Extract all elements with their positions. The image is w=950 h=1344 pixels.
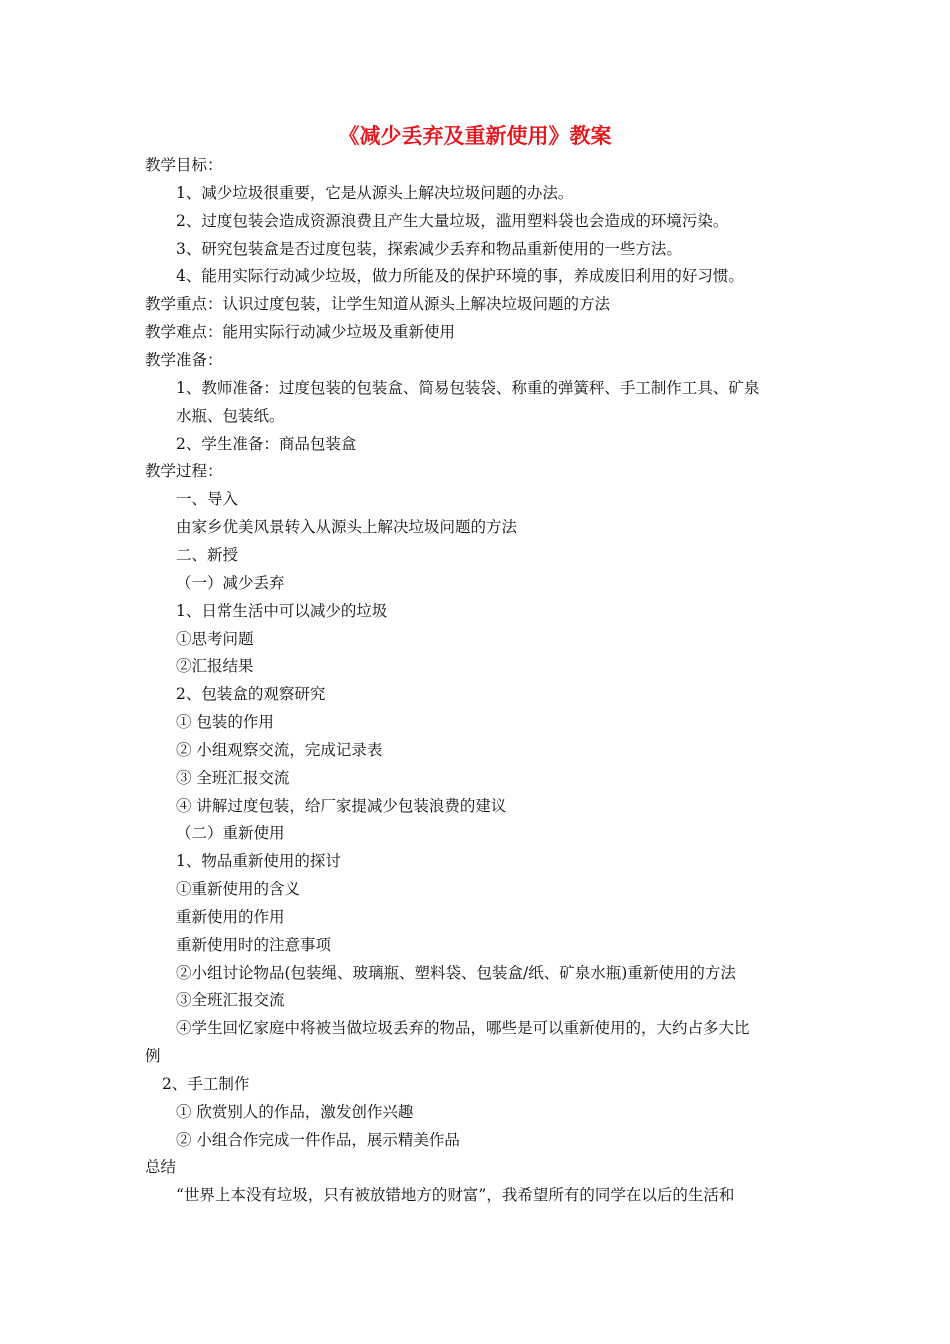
text-line: （二）重新使用: [176, 824, 285, 842]
section-heading: 教学过程：: [145, 462, 223, 480]
text-line: 1、物品重新使用的探讨: [176, 852, 341, 870]
text-line: 2、过度包装会造成资源浪费且产生大量垃圾，滥用塑料袋也会造成的环境污染。: [176, 212, 729, 230]
text-line: ④ 讲解过度包装，给厂家提减少包装浪费的建议: [176, 797, 507, 815]
text-line: 二、新授: [176, 546, 239, 564]
section-heading: 教学重点：认识过度包装，让学生知道从源头上解决垃圾问题的方法: [145, 295, 611, 313]
text-line: 例: [145, 1047, 161, 1065]
text-line: 重新使用时的注意事项: [176, 936, 332, 954]
text-line: 2、手工制作: [162, 1075, 250, 1093]
text-line: ①思考问题: [176, 630, 254, 648]
text-line: ② 小组合作完成一件作品，展示精美作品: [176, 1131, 460, 1149]
text-line: ③ 全班汇报交流: [176, 769, 290, 787]
document-title: 《减少丢弃及重新使用》教案: [338, 124, 612, 148]
text-line: “世界上本没有垃圾，只有被放错地方的财富”，我希望所有的同学在以后的生活和: [176, 1186, 735, 1204]
section-heading: 总结: [145, 1158, 177, 1176]
text-line: 由家乡优美风景转入从源头上解决垃圾问题的方法: [176, 518, 518, 536]
section-heading: 教学难点：能用实际行动减少垃圾及重新使用: [145, 323, 456, 341]
text-line: ①重新使用的含义: [176, 880, 301, 898]
text-line: 水瓶、包装纸。: [176, 407, 285, 425]
text-line: 1、减少垃圾很重要，它是从源头上解决垃圾问题的办法。: [176, 184, 574, 202]
text-line: 3、研究包装盒是否过度包装，探索减少丢弃和物品重新使用的一些方法。: [176, 240, 682, 258]
text-line: 4、能用实际行动减少垃圾，做力所能及的保护环境的事，养成废旧利用的好习惯。: [176, 267, 744, 285]
text-line: ②汇报结果: [176, 657, 254, 675]
text-line: ① 欣赏别人的作品，激发创作兴趣: [176, 1103, 414, 1121]
text-line: （一）减少丢弃: [176, 574, 285, 592]
text-line: ② 小组观察交流，完成记录表: [176, 741, 383, 759]
text-line: 一、导入: [176, 490, 239, 508]
text-line: 1、日常生活中可以减少的垃圾: [176, 602, 388, 620]
text-line: 重新使用的作用: [176, 908, 285, 926]
text-line: ②小组讨论物品(包装绳、玻璃瓶、塑料袋、包装盒/纸、矿泉水瓶)重新使用的方法: [176, 964, 736, 982]
text-line: 2、学生准备：商品包装盒: [176, 435, 357, 453]
text-line: ④学生回忆家庭中将被当做垃圾丢弃的物品，哪些是可以重新使用的，大约占多大比: [176, 1019, 750, 1037]
text-line: ① 包装的作用: [176, 713, 274, 731]
text-line: 1、教师准备：过度包装的包装盒、简易包装袋、称重的弹簧秤、手工制作工具、矿泉: [176, 379, 760, 397]
section-heading: 教学目标：: [145, 156, 223, 174]
text-line: ③全班汇报交流: [176, 991, 285, 1009]
section-heading: 教学准备：: [145, 351, 223, 369]
text-line: 2、包装盒的观察研究: [176, 685, 326, 703]
